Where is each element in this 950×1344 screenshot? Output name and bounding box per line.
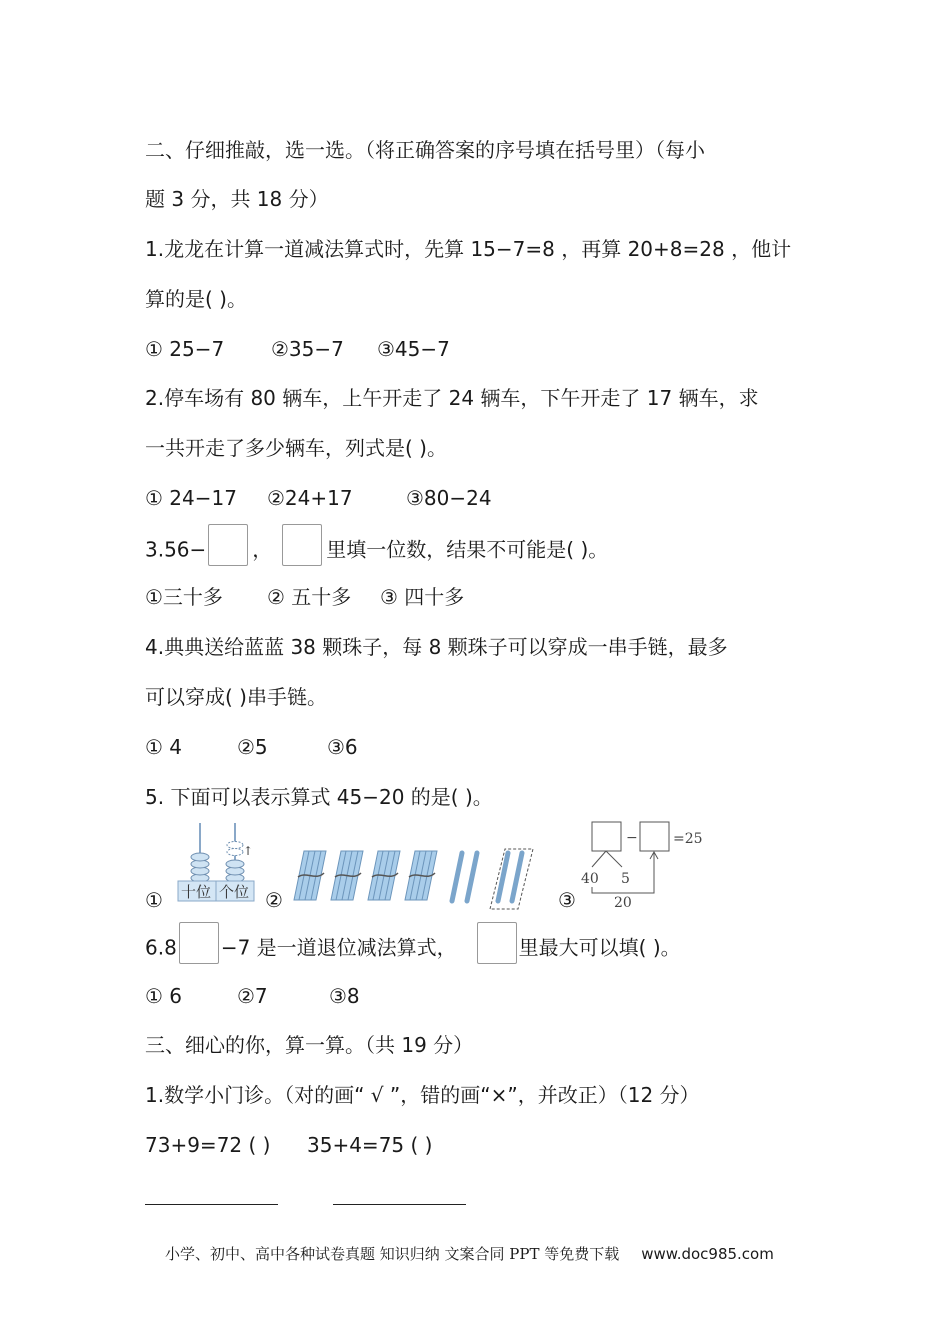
q4-option-3: ③6	[327, 735, 358, 759]
q1-line2: 算的是( )。	[145, 287, 247, 311]
q6-line	[145, 934, 681, 964]
abacus-label-ones: 个位	[219, 883, 250, 901]
q6-suffix: 里最大可以填( )。	[518, 935, 681, 960]
q4-line2: 可以穿成( )串手链。	[145, 685, 327, 709]
s3q1-line1: 1.数学小门诊。（对的画“ √ ”，错的画“×”，并改正）（12 分）	[145, 1083, 700, 1107]
abacus-label-tens: 十位	[181, 883, 212, 901]
footer-text: 小学、初中、高中各种试卷真题 知识归纳 文案合同 PPT 等免费下载	[165, 1245, 620, 1263]
split-num-20: 20	[614, 895, 632, 911]
q1-option-2: ②35−7	[271, 337, 344, 361]
s3q1-eq2: 35+4=75 ( )	[307, 1133, 433, 1157]
q3-prefix: 3.56−	[145, 537, 207, 562]
abacus-figure	[178, 823, 254, 901]
q5-marker-3: ③	[558, 888, 576, 912]
q5-marker-2: ②	[265, 888, 283, 912]
stick-bundles-figure	[294, 849, 533, 909]
q2-line2: 一共开走了多少辆车，列式是( )。	[145, 436, 447, 460]
q4-option-2: ②5	[237, 735, 268, 759]
split-num-5: 5	[621, 871, 630, 887]
split-minus: −	[626, 830, 638, 846]
q5-line1: 5. 下面可以表示算式 45−20 的是( )。	[145, 785, 493, 809]
q6-option-2: ②7	[237, 984, 268, 1008]
q3-option-2: ② 五十多	[267, 585, 352, 609]
q6-mid: −7 是一道退位减法算式，	[220, 935, 457, 960]
s3q1-eq1: 73+9=72 ( )	[145, 1133, 271, 1157]
q5-figures	[140, 815, 720, 920]
q2-options	[145, 486, 492, 510]
q1-option-3: ③45−7	[377, 337, 450, 361]
split-equals: =25	[673, 831, 703, 847]
q6-answer-box-1	[179, 922, 219, 964]
q6-answer-box-2	[477, 922, 517, 964]
q3-answer-box-2	[282, 524, 322, 566]
s3q1-equations	[145, 1133, 432, 1157]
q6-options	[145, 984, 360, 1008]
number-split-figure	[581, 822, 703, 911]
section2-heading-line2: 题 3 分，共 18 分）	[145, 187, 329, 211]
q3-option-1: ①三十多	[145, 585, 223, 609]
q5-marker-1: ①	[145, 888, 163, 912]
q3-option-3: ③ 四十多	[380, 585, 465, 609]
q2-line1: 2.停车场有 80 辆车，上午开走了 24 辆车，下午开走了 17 辆车，求	[145, 386, 759, 410]
q1-option-1: ① 25−7	[145, 337, 225, 361]
q2-option-1: ① 24−17	[145, 486, 237, 510]
q4-line1: 4.典典送给蓝蓝 38 颗珠子，每 8 颗珠子可以穿成一串手链，最多	[145, 635, 728, 659]
q3-options	[145, 585, 464, 609]
q6-option-3: ③8	[329, 984, 360, 1008]
correction-blank-2	[333, 1204, 466, 1205]
q6-option-1: ① 6	[145, 984, 183, 1008]
q1-options	[145, 337, 450, 361]
q2-option-3: ③80−24	[406, 486, 492, 510]
abacus-arrow: ↑	[243, 844, 254, 858]
correction-blank-1	[145, 1204, 278, 1205]
section3-heading: 三、细心的你，算一算。（共 19 分）	[145, 1033, 474, 1057]
q3-suffix: 里填一位数，结果不可能是( )。	[326, 537, 609, 562]
q3-comma: ，	[252, 537, 273, 562]
footer-url: www.doc985.com	[641, 1245, 774, 1263]
split-num-40: 40	[581, 871, 599, 887]
q3-answer-box-1	[208, 524, 248, 566]
q4-option-1: ① 4	[145, 735, 183, 759]
section2-heading-line1: 二、仔细推敲，选一选。（将正确答案的序号填在括号里）（每小	[145, 138, 705, 162]
q1-line1: 1.龙龙在计算一道减法算式时，先算 15−7=8 ，再算 20+8=28 ，他计	[145, 237, 792, 261]
q2-option-2: ②24+17	[267, 486, 353, 510]
q3-line	[145, 536, 608, 566]
page-footer	[165, 1244, 774, 1264]
q6-prefix: 6.8	[145, 935, 177, 960]
q4-options	[145, 735, 358, 759]
